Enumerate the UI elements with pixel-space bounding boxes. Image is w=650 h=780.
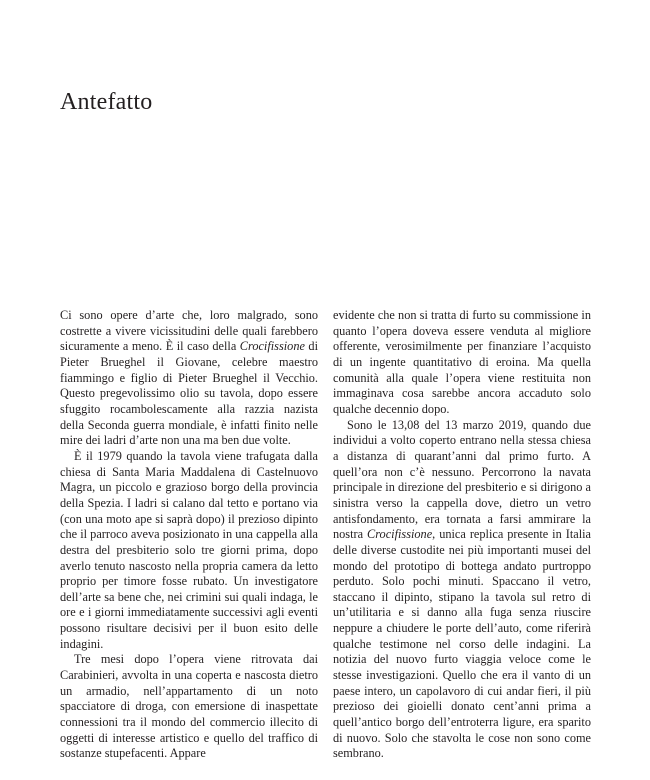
paragraph — [60, 449, 318, 653]
artwork-title: Crocifissione — [239, 339, 305, 354]
text-run: evidente che non si tratta di furto su commissione in quanto l’opera doveva essere venduta al migliore offerente, verosimilmente per finanziare l’acquisto di un ingente quantitativo di eroina. Ma quella comunità alla quale l’opera viene restituita non immaginava cosa sarebbe ancora accaduto solo qualche decennio dopo. — [333, 308, 591, 416]
text-column-right — [333, 308, 591, 762]
text-run: , unica replica presente in Italia delle diverse custodite nei più importanti musei del mondo del prototipo di bottega andato purtroppo perduto. Solo pochi minuti. Spaccano il vetro, staccano il dipinto, stipano la tavola sul retro di un’utilitaria e si danno alla fuga senza riuscire neppure a chiudere le porte dell’auto, come riferirà qualche testimone nel corso delle indagini. La notizia del nuovo furto viaggia veloce come le stesse investigazioni. Quello che era il vanto di un paese intero, un capolavoro di cui andar fieri, il più prezioso dei gioielli donato cent’anni prima a quell’antico borgo dell’entroterra ligure, era sparito di nuovo. Solo che stavolta le cose non sono come sembrano. — [333, 527, 591, 761]
paragraph-continued — [333, 308, 591, 418]
paragraph — [60, 652, 318, 762]
chapter-title: Antefatto — [60, 89, 153, 115]
artwork-title: Crocifissione — [367, 527, 433, 542]
text-column-left — [60, 308, 318, 762]
text-run: Tre mesi dopo l’opera viene ritrovata dai Carabinieri, avvolta in una coperta e nascosta dietro un armadio, nell’appartamento di un noto spacciatore di droga, con emersione di inaspettate connessioni tra il mondo del commercio illecito di oggetti di interesse artistico e quello del traffico di sostanze stupefacenti. Appare — [60, 652, 318, 761]
text-run: Sono le 13,08 del 13 marzo 2019, quando due individui a volto coperto entrano nella stessa chiesa a distanza di quarant’anni dal primo furto. A quell’ora non c’è nessuno. Percorrono la navata principale in direzione del presbiterio e si dirigono a sinistra verso la cappella dove, dietro un vetro antisfondamento, era tornata a farsi ammirare la nostra — [333, 417, 591, 542]
text-run: È il 1979 quando la tavola viene trafugata dalla chiesa di Santa Maria Maddalena di Castelnuovo Magra, un piccolo e grazioso borgo della provincia della Spezia. I ladri si calano dal tetto e portano via (con una moto ape si saprà dopo) il prezioso dipinto che il parroco aveva posizionato in una cappella alla destra del presbiterio solo tre giorni prima, dopo averlo tenuto nascosto nella propria camera da letto proprio per timore fosse rubato. Un investigatore dell’arte sa bene che, nei crimini sui quali indaga, le ore e i giorni immediatamente successivi agli eventi possono risultare decisivi per il buon esito delle indagini. — [60, 448, 318, 651]
paragraph — [333, 418, 591, 762]
text-run: Ci sono opere d’arte che, loro malgrado, sono costrette a vivere vicissitudini delle quali farebbero sicuramente a meno. È il caso della — [60, 308, 318, 354]
paragraph — [60, 308, 318, 449]
text-run: di Pieter Brueghel il Giovane, celebre maestro fiammingo e figlio di Pieter Brueghel il Vecchio. Questo pregevolissimo olio su tavola, dopo essere sfuggito rocambolescamente alla razzia nazista della Seconda guerra mondiale, è infatti finito nelle mire dei ladri d’arte non una ma ben due volte. — [60, 339, 318, 448]
